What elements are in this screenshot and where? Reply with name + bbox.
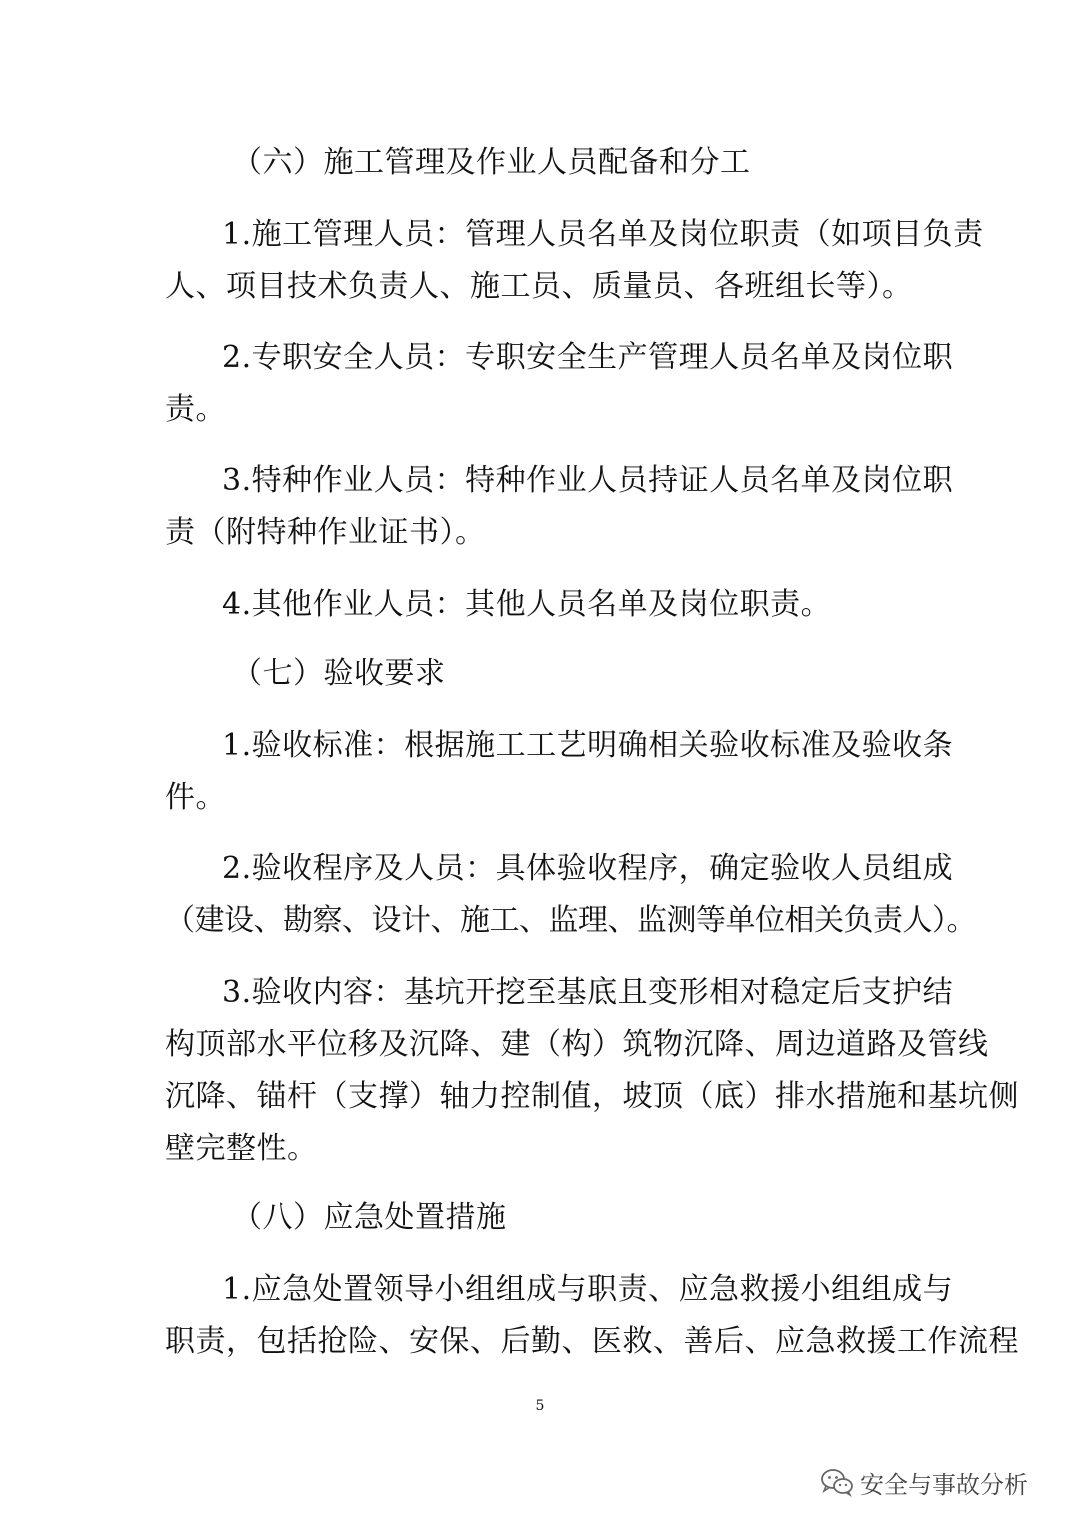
section-heading-7: （七）验收要求 xyxy=(232,656,446,691)
paragraph-line: （建设、勘察、设计、施工、监理、监测等单位相关负责人）。 xyxy=(165,903,976,938)
paragraph-line: 3.验收内容：基坑开挖至基底且变形相对稳定后支护结 xyxy=(222,975,954,1010)
paragraph-line: 1.应急处置领导小组组成与职责、应急救援小组组成与 xyxy=(222,1272,954,1307)
paragraph-line: 构顶部水平位移及沉降、建（构）筑物沉降、周边道路及管线 xyxy=(165,1027,989,1062)
wechat-icon xyxy=(820,1467,854,1497)
paragraph-line: 责（附特种作业证书）。 xyxy=(165,515,486,550)
paragraph-line: 3.特种作业人员：特种作业人员持证人员名单及岗位职 xyxy=(222,463,954,498)
page-number: 5 xyxy=(535,1398,545,1414)
paragraph-line: 人、项目技术负责人、施工员、质量员、各班组长等）。 xyxy=(165,269,913,304)
paragraph-line: 4.其他作业人员：其他人员名单及岗位职责。 xyxy=(222,587,832,622)
paragraph-line: 2.专职安全人员：专职安全生产管理人员名单及岗位职 xyxy=(222,340,954,375)
paragraph-line: 1.验收标准：根据施工工艺明确相关验收标准及验收条 xyxy=(222,728,954,763)
watermark-text: 安全与事故分析 xyxy=(860,1470,1028,1499)
paragraph-line: 件。 xyxy=(165,780,226,815)
section-heading-8: （八）应急处置措施 xyxy=(232,1200,507,1235)
section-heading-6: （六）施工管理及作业人员配备和分工 xyxy=(232,145,751,180)
paragraph-line: 壁完整性。 xyxy=(165,1131,318,1166)
paragraph-line: 沉降、锚杆（支撑）轴力控制值，坡顶（底）排水措施和基坑侧 xyxy=(165,1079,1019,1114)
watermark xyxy=(820,1462,1060,1502)
paragraph-line: 责。 xyxy=(165,392,226,427)
paragraph-line: 2.验收程序及人员：具体验收程序，确定验收人员组成 xyxy=(222,851,954,886)
paragraph-line: 职责，包括抢险、安保、后勤、医救、善后、应急救援工作流程 xyxy=(165,1324,1019,1359)
paragraph-line: 1.施工管理人员：管理人员名单及岗位职责（如项目负责 xyxy=(222,217,984,252)
